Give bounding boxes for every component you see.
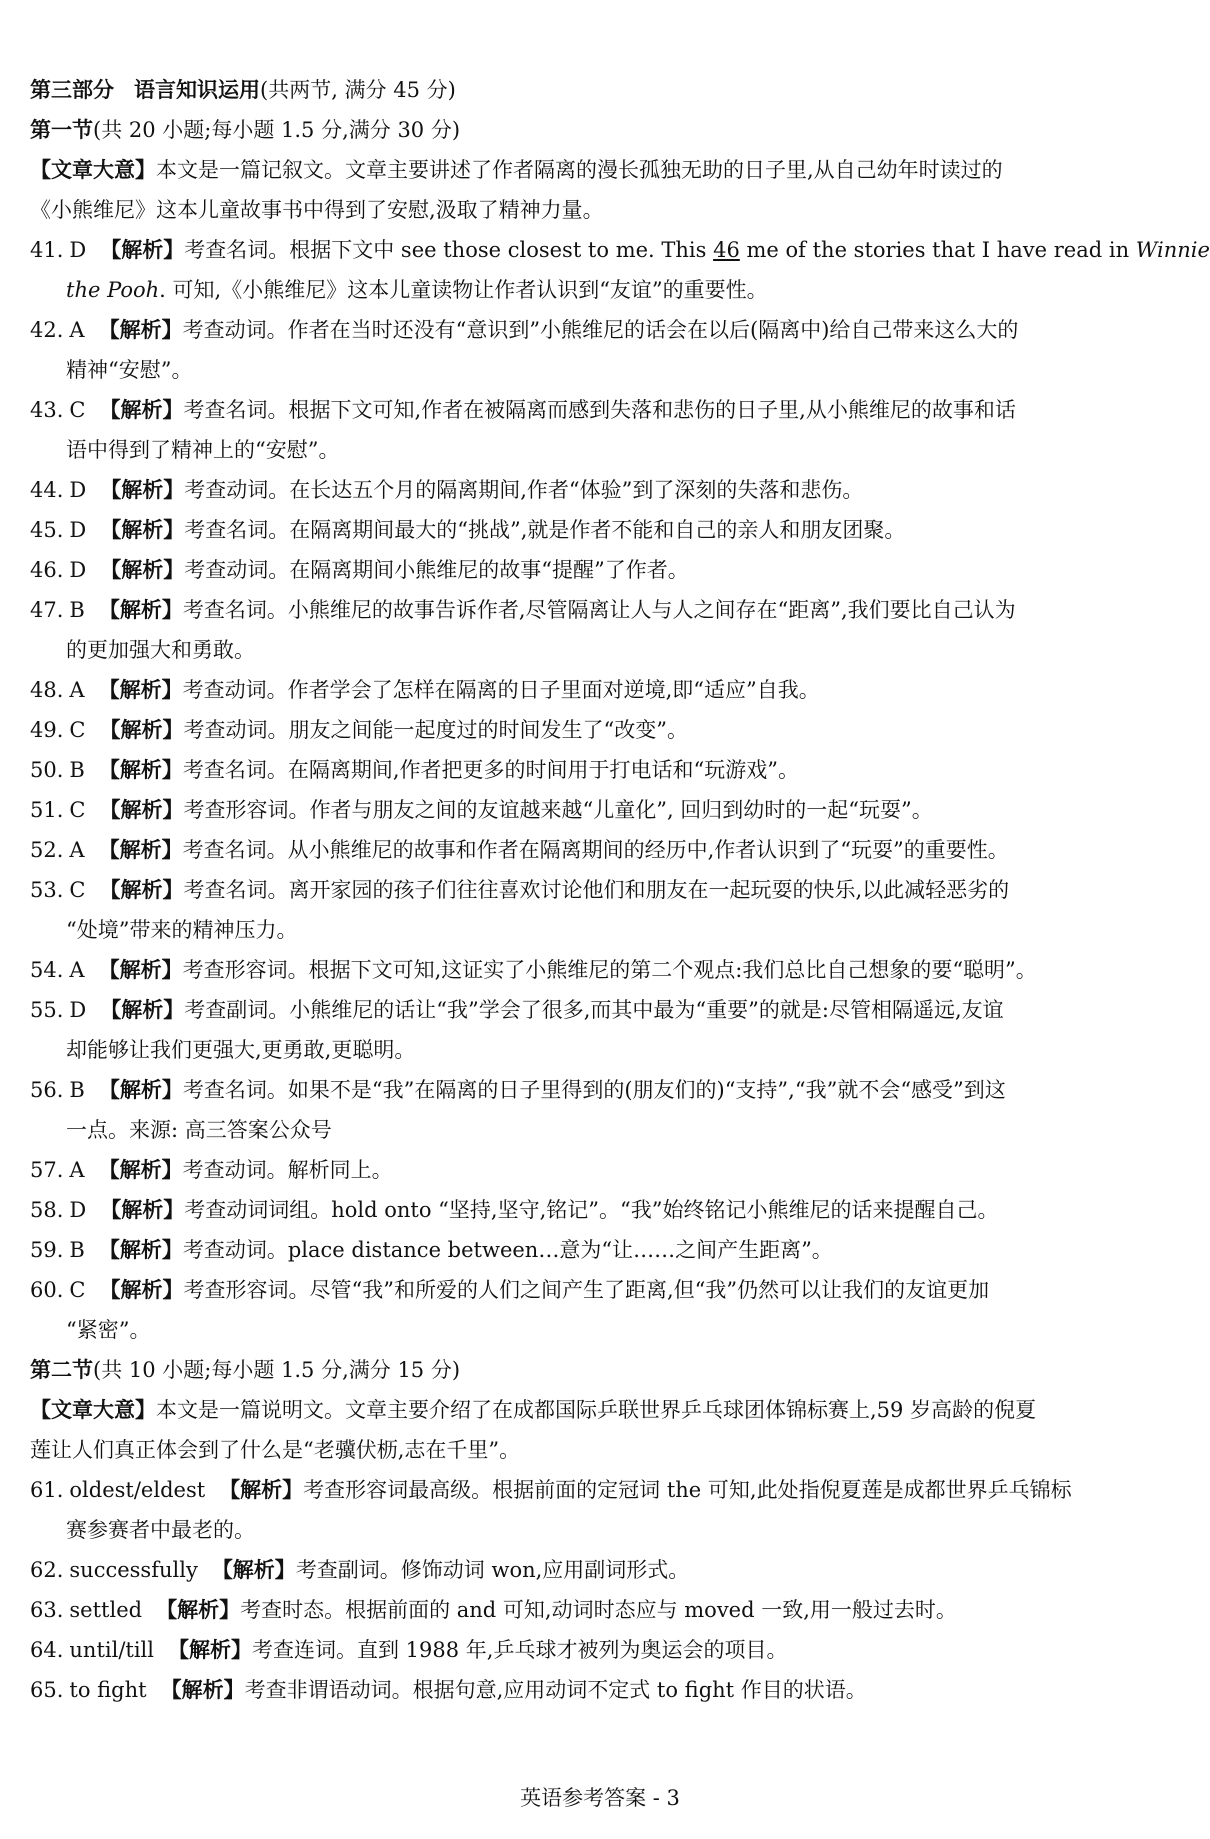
analysis-text: 考查动词。作者学会了怎样在隔离的日子里面对逆境,即“适应”自我。 [182,678,820,702]
item-number: 48. [30,678,64,702]
analysis-text: 考查名词。根据下文中 see those closest to me. This [184,238,714,262]
section1-note: (共 20 小题;每小题 1.5 分,满分 30 分) [93,118,461,142]
answer-line [30,1070,1170,1110]
answer-line [30,790,1170,830]
item-answer: to fight [69,1678,147,1702]
summary1 [30,150,1170,230]
answer-line [30,1150,1170,1190]
part-title: 第三部分 [30,77,114,102]
section1-answers [30,230,1210,1350]
analysis-text: 考查名词。离开家园的孩子们往往喜欢讨论他们和朋友在一起玩耍的快乐,以此减轻恶劣的 [183,878,1010,902]
answer-line-continued [30,350,1170,390]
section2-answers [30,1470,1170,1710]
answer-line [30,310,1170,350]
item-answer: successfully [69,1558,198,1582]
analysis-tag: 【解析】 [98,1237,183,1262]
item-answer: A [69,958,85,982]
answer-line [30,230,1210,270]
answer-line [30,1230,1170,1270]
section2-heading [30,1350,1170,1390]
answer-line [30,1590,1170,1630]
answer-line [30,1670,1170,1710]
answer-item [30,870,1170,950]
analysis-tag: 【解析】 [168,1637,252,1662]
answer-line [30,950,1170,990]
analysis-text: “处境”带来的精神压力。 [66,918,298,942]
analysis-tag: 【解析】 [100,997,185,1022]
analysis-text: 考查名词。从小熊维尼的故事和作者在隔离期间的经历中,作者认识到了“玩耍”的重要性。 [182,838,1009,862]
item-answer: A [69,678,85,702]
analysis-tag: 【解析】 [98,837,183,862]
item-number: 57. [30,1158,64,1182]
item-answer: D [69,478,87,502]
answer-line [30,390,1170,430]
item-number: 45. [30,518,64,542]
item-number: 56. [30,1078,64,1102]
book-title: Winnie [1135,238,1210,262]
item-answer: D [69,238,87,262]
item-number: 52. [30,838,64,862]
answer-line [30,510,1170,550]
item-number: 47. [30,598,64,622]
analysis-text: 的更加强大和勇敢。 [66,638,255,662]
summary-text: 《小熊维尼》这本儿童故事书中得到了安慰,汲取了精神力量。 [30,198,604,222]
analysis-text: 考查非谓语动词。根据句意,应用动词不定式 to fight 作目的状语。 [244,1678,867,1702]
analysis-tag: 【解析】 [98,317,183,342]
summary-tag: 【文章大意】 [30,1397,156,1422]
answer-line-continued [30,630,1170,670]
item-answer: A [69,838,85,862]
analysis-text: 精神“安慰”。 [66,358,193,382]
analysis-tag: 【解析】 [99,797,184,822]
answer-line [30,1470,1170,1510]
answer-line [30,590,1170,630]
analysis-text: 考查副词。修饰动词 won,应用副词形式。 [295,1558,690,1582]
answer-item [30,390,1170,470]
item-number: 58. [30,1198,64,1222]
item-answer: D [69,518,87,542]
item-number: 44. [30,478,64,502]
analysis-text: 一点。来源: 高三答案公众号 [66,1118,332,1142]
summary-tag: 【文章大意】 [30,157,156,182]
analysis-text: 考查动词。作者在当时还没有“意识到”小熊维尼的话会在以后(隔离中)给自己带来这么大的 [182,318,1019,342]
answer-line-continued [30,1110,1170,1150]
answer-line [30,750,1170,790]
analysis-text: 考查形容词。根据下文可知,这证实了小熊维尼的第二个观点:我们总比自己想象的要“聪明”。 [182,958,1037,982]
item-answer: B [69,1238,85,1262]
item-number: 46. [30,558,64,582]
analysis-text: 考查名词。如果不是“我”在隔离的日子里得到的(朋友们的)“支持”,“我”就不会“感受”到这 [182,1078,1006,1102]
item-number: 51. [30,798,64,822]
item-answer: C [69,398,86,422]
analysis-text: 语中得到了精神上的“安慰”。 [66,438,340,462]
item-answer: A [69,1158,85,1182]
analysis-tag: 【解析】 [160,1677,245,1702]
item-number: 62. [30,1558,64,1582]
analysis-tag: 【解析】 [99,1277,184,1302]
item-number: 50. [30,758,64,782]
item-answer: C [69,718,86,742]
item-answer: B [69,758,85,782]
answer-line [30,830,1170,870]
item-answer: A [69,318,85,342]
analysis-tag: 【解析】 [98,1157,183,1182]
item-answer: D [69,998,87,1022]
item-number: 55. [30,998,64,1022]
analysis-text: 考查时态。根据前面的 and 可知,动词时态应与 moved 一致,用一般过去时。 [240,1598,957,1622]
item-number: 53. [30,878,64,902]
item-answer: C [69,878,86,902]
answer-item [30,1630,1170,1670]
analysis-text: 考查名词。根据下文可知,作者在被隔离而感到失落和悲伤的日子里,从小熊维尼的故事和话 [183,398,1016,422]
item-answer: C [69,798,86,822]
answer-item [30,1150,1170,1190]
book-title: the Pooh [66,278,160,302]
section2-title: 第二节 [30,1357,93,1382]
item-answer: B [69,598,85,622]
answer-item [30,510,1170,550]
analysis-tag: 【解析】 [99,877,184,902]
section2-note: (共 10 小题;每小题 1.5 分,满分 15 分) [93,1358,461,1382]
analysis-text: . 可知,《小熊维尼》这本儿童读物让作者认识到“友谊”的重要性。 [159,278,768,302]
summary2 [30,1390,1170,1470]
summary-text: 本文是一篇记叙文。文章主要讲述了作者隔离的漫长孤独无助的日子里,从自己幼年时读过的 [156,158,1003,182]
answer-line-continued [30,1510,1170,1550]
answer-item [30,990,1170,1070]
answer-line-continued [30,910,1170,950]
analysis-tag: 【解析】 [211,1557,296,1582]
analysis-tag: 【解析】 [100,1197,185,1222]
analysis-text: 考查动词词组。hold onto “坚持,坚守,铭记”。“我”始终铭记小熊维尼的话来提醒自己。 [184,1198,999,1222]
item-number: 41. [30,238,64,262]
analysis-tag: 【解析】 [98,1077,183,1102]
analysis-text: 考查名词。在隔离期间,作者把更多的时间用于打电话和“玩游戏”。 [182,758,799,782]
answer-item [30,1070,1170,1150]
answer-item [30,1470,1170,1550]
analysis-text: 赛参赛者中最老的。 [66,1518,255,1542]
answer-item [30,590,1170,670]
item-number: 65. [30,1678,64,1702]
page-footer: 英语参考答案 - 3 [520,1786,680,1810]
answer-line-continued [30,1310,1170,1350]
analysis-text: 考查名词。在隔离期间最大的“挑战”,就是作者不能和自己的亲人和朋友团聚。 [184,518,906,542]
answer-line [30,1190,1170,1230]
answer-item [30,710,1170,750]
answer-item [30,1190,1170,1230]
answer-line [30,1550,1170,1590]
item-answer: C [69,1278,86,1302]
answer-item [30,830,1170,870]
answer-line [30,1630,1170,1670]
item-answer: D [69,1198,87,1222]
analysis-tag: 【解析】 [98,957,183,982]
answer-item [30,950,1170,990]
analysis-tag: 【解析】 [98,597,183,622]
analysis-text: 考查名词。小熊维尼的故事告诉作者,尽管隔离让人与人之间存在“距离”,我们要比自己认为 [182,598,1016,622]
answer-item [30,310,1170,390]
analysis-text: 考查形容词。尽管“我”和所爱的人们之间产生了距离,但“我”仍然可以让我们的友谊更加 [183,1278,990,1302]
analysis-text: “紧密”。 [66,1318,151,1342]
item-number: 43. [30,398,64,422]
item-number: 60. [30,1278,64,1302]
item-answer: B [69,1078,85,1102]
answer-line [30,470,1170,510]
answer-item [30,1270,1170,1350]
answer-item [30,750,1170,790]
item-number: 42. [30,318,64,342]
analysis-tag: 【解析】 [99,717,184,742]
answer-item [30,470,1170,510]
answer-line [30,870,1170,910]
analysis-text: 考查形容词最高级。根据前面的定冠词 the 可知,此处指倪夏莲是成都世界乒乓锦标 [303,1478,1072,1502]
item-answer: oldest/eldest [69,1478,206,1502]
answer-line-continued [30,1030,1170,1070]
item-number: 64. [30,1638,64,1662]
analysis-text: 考查动词。朋友之间能一起度过的时间发生了“改变”。 [183,718,688,742]
item-number: 54. [30,958,64,982]
answer-item [30,230,1210,310]
analysis-text: 考查副词。小熊维尼的话让“我”学会了很多,而其中最为“重要”的就是:尽管相隔遥远,友谊 [184,998,1004,1022]
answer-item [30,790,1170,830]
item-answer: until/till [69,1638,154,1662]
analysis-tag: 【解析】 [100,237,185,262]
analysis-tag: 【解析】 [156,1597,241,1622]
analysis-text: 考查动词。解析同上。 [182,1158,393,1182]
analysis-tag: 【解析】 [100,477,185,502]
item-number: 61. [30,1478,64,1502]
section1-heading [30,110,1170,150]
analysis-tag: 【解析】 [98,757,183,782]
analysis-text: me of the stories that I have read in [739,238,1136,262]
item-number: 49. [30,718,64,742]
item-number: 63. [30,1598,64,1622]
answer-line [30,1270,1170,1310]
part-note: (共两节, 满分 45 分) [260,78,456,102]
analysis-text: 考查动词。在长达五个月的隔离期间,作者“体验”到了深刻的失落和悲伤。 [184,478,864,502]
answer-item [30,1550,1170,1590]
analysis-text: 考查动词。place distance between…意为“让……之间产生距离”。 [182,1238,833,1262]
answer-line [30,550,1170,590]
item-answer: settled [69,1598,143,1622]
analysis-tag: 【解析】 [100,557,185,582]
analysis-text: 考查连词。直到 1988 年,乒乓球才被列为奥运会的项目。 [252,1638,788,1662]
analysis-tag: 【解析】 [99,397,184,422]
answer-line-continued [30,270,1170,310]
summary-text: 莲让人们真正体会到了什么是“老骥伏枥,志在千里”。 [30,1438,521,1462]
answer-line [30,710,1170,750]
part-subtitle: 语言知识运用 [134,77,260,102]
answer-item [30,1670,1170,1710]
answer-line-continued [30,430,1170,470]
analysis-tag: 【解析】 [98,677,183,702]
answer-item [30,1230,1170,1270]
blank-number: 46 [713,238,740,262]
item-number: 59. [30,1238,64,1262]
analysis-tag: 【解析】 [100,517,185,542]
summary-text: 本文是一篇说明文。文章主要介绍了在成都国际乒联世界乒乓球团体锦标赛上,59 岁高龄的倪夏 [156,1398,1037,1422]
item-answer: D [69,558,87,582]
analysis-tag: 【解析】 [219,1477,304,1502]
section1-title: 第一节 [30,117,93,142]
answer-item [30,670,1170,710]
answer-item [30,1590,1170,1630]
answer-line [30,990,1170,1030]
answer-item [30,550,1170,590]
analysis-text: 却能够让我们更强大,更勇敢,更聪明。 [66,1038,416,1062]
answer-line [30,670,1170,710]
part-heading [30,70,1170,110]
analysis-text: 考查形容词。作者与朋友之间的友谊越来越“儿童化”, 回归到幼时的一起“玩耍”。 [183,798,933,822]
analysis-text: 考查动词。在隔离期间小熊维尼的故事“提醒”了作者。 [184,558,689,582]
